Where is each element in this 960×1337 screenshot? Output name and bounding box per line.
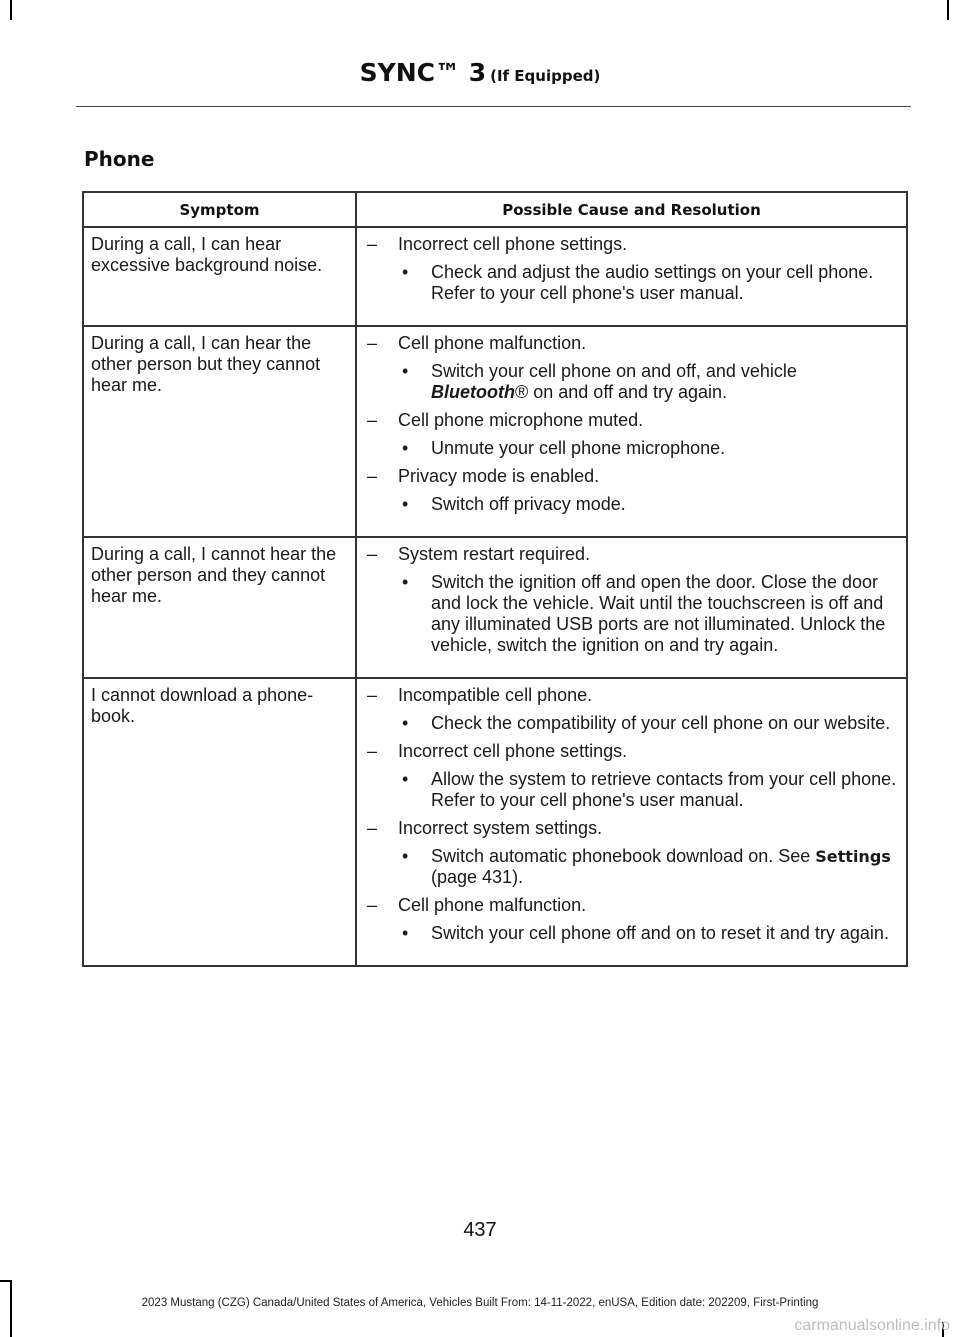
cause-text: System restart required. [398, 544, 591, 564]
resolution-text-start: Switch automatic phonebook download on. See [431, 846, 816, 866]
cause-text: Cell phone malfunction. [398, 895, 587, 915]
table-row [83, 537, 907, 678]
dash-marker: – [367, 544, 378, 564]
cause-item [367, 234, 898, 255]
cause-text: Cell phone microphone muted. [398, 410, 644, 430]
bullet-marker: • [402, 769, 409, 789]
cause-text: Incompatible cell phone. [398, 685, 593, 705]
cause-item [367, 410, 898, 431]
bullet-marker: • [402, 494, 409, 514]
resolution-text: Switch the ignition off and open the door. Close the door and lock the vehicle. Wait until the touchscreen is off and any illuminated USB ports are not illuminated. Unlock the vehicle, switch the ignition on and try again. [431, 572, 886, 655]
symptom-cell: During a call, I can hear excessive background noise. [83, 227, 356, 326]
table-row [83, 678, 907, 966]
table-row [83, 326, 907, 537]
cause-item [367, 333, 898, 354]
dash-marker: – [367, 466, 378, 486]
page-number: 437 [463, 1219, 497, 1241]
resolution-item [398, 494, 898, 515]
resolution-item [398, 846, 898, 888]
resolution-text: Switch off privacy mode. [431, 494, 626, 514]
cause-item [367, 741, 898, 762]
symptom-cell: During a call, I cannot hear the other person and they cannot hear me. [83, 537, 356, 678]
header-subtitle: (If Equipped) [490, 67, 601, 85]
bullet-marker: • [402, 713, 409, 733]
table-row [83, 227, 907, 326]
resolution-item [398, 769, 898, 811]
dash-marker: – [367, 410, 378, 430]
bullet-marker: • [402, 923, 409, 943]
header-divider [76, 106, 911, 107]
cause-item [367, 466, 898, 487]
dash-marker: – [367, 741, 378, 761]
cause-item [367, 895, 898, 916]
bullet-marker: • [402, 361, 409, 381]
cause-cell [356, 227, 907, 326]
cause-item [367, 818, 898, 839]
resolution-item [398, 923, 898, 944]
footer-text: 2023 Mustang (CZG) Canada/United States of America, Vehicles Built From: 14-11-2022, enUSA, Edition date: 202209, First-Printing [141, 1297, 819, 1309]
watermark: carmanualsonline.info [794, 1317, 950, 1334]
cause-text: Privacy mode is enabled. [398, 466, 600, 486]
symptom-cell: I cannot download a phone-book. [83, 678, 356, 966]
cause-text: Incorrect cell phone settings. [398, 741, 628, 761]
symptom-cell: During a call, I can hear the other person but they cannot hear me. [83, 326, 356, 537]
cause-cell [356, 537, 907, 678]
resolution-item [398, 438, 898, 459]
resolution-item [398, 572, 898, 656]
resolution-text: Unmute your cell phone microphone. [431, 438, 726, 458]
resolution-text: Check and adjust the audio settings on your cell phone. Refer to your cell phone's user manual. [431, 262, 874, 303]
troubleshooting-table [82, 191, 908, 967]
dash-marker: – [367, 895, 378, 915]
resolution-text: Allow the system to retrieve contacts from your cell phone. Refer to your cell phone's user manual. [431, 769, 897, 810]
dash-marker: – [367, 234, 378, 254]
page-header [0, 58, 960, 87]
bullet-marker: • [402, 438, 409, 458]
settings-link[interactable]: Settings [815, 847, 891, 866]
column-header-symptom: Symptom [83, 192, 356, 227]
resolution-item [398, 361, 898, 403]
cause-cell [356, 678, 907, 966]
bullet-marker: • [402, 572, 409, 592]
cause-text: Incorrect system settings. [398, 818, 603, 838]
bullet-marker: • [402, 262, 409, 282]
cause-text: Incorrect cell phone settings. [398, 234, 628, 254]
crop-mark-top-right [947, 0, 949, 20]
column-header-cause: Possible Cause and Resolution [356, 192, 907, 227]
resolution-text: Switch your cell phone off and on to reset it and try again. [431, 923, 889, 943]
resolution-text [431, 361, 898, 403]
dash-marker: – [367, 685, 378, 705]
crop-mark-top-left [10, 0, 12, 20]
resolution-text: Check the compatibility of your cell phone on our website. [431, 713, 891, 733]
header-title: SYNC™ 3 [359, 58, 487, 87]
cause-text: Cell phone malfunction. [398, 333, 587, 353]
resolution-item [398, 262, 898, 304]
resolution-item [398, 713, 898, 734]
section-title: Phone [84, 147, 155, 171]
cause-cell [356, 326, 907, 537]
crop-mark-bottom-left-h [0, 1280, 12, 1282]
table-header-row [83, 192, 907, 227]
resolution-text-start: Switch your cell phone on and off, and vehicle [431, 361, 797, 381]
dash-marker: – [367, 333, 378, 353]
dash-marker: – [367, 818, 378, 838]
bluetooth-term: Bluetooth [431, 382, 515, 402]
cause-item [367, 685, 898, 706]
cause-item [367, 544, 898, 565]
resolution-text [431, 846, 898, 888]
resolution-text-end: ® on and off and try again. [514, 382, 728, 402]
resolution-text-end: (page 431). [431, 867, 524, 887]
bullet-marker: • [402, 846, 409, 866]
